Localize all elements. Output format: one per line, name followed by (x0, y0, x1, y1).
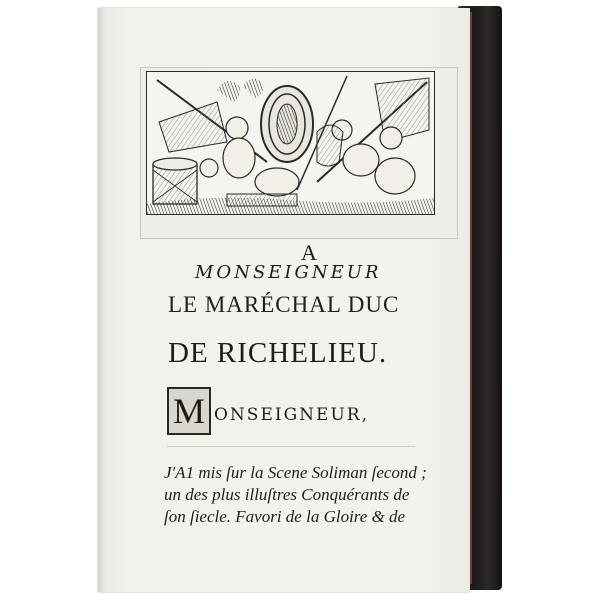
dedication-richelieu: DE RICHELIEU. (168, 337, 388, 369)
ornamental-initial (167, 387, 211, 435)
dedication-marechal: LE MARÉCHAL DUC (168, 292, 400, 317)
separator-rule (167, 446, 415, 447)
engraved-vignette (146, 71, 435, 215)
initial-letter: M (172, 391, 205, 431)
body-line: ſon ſiecle. Favori de la Gloire & de (164, 507, 406, 526)
body-line: un des plus illuſtres Conquérants de (164, 485, 410, 504)
page-gutter (98, 8, 106, 592)
dedication-a: A (301, 240, 317, 265)
dedication-monseigneur: MONSEIGNEUR (195, 262, 382, 283)
body-line: J'A1 mis ſur la Scene Soliman ſecond ; (164, 463, 427, 482)
salutation: ONSEIGNEUR, (214, 405, 369, 425)
